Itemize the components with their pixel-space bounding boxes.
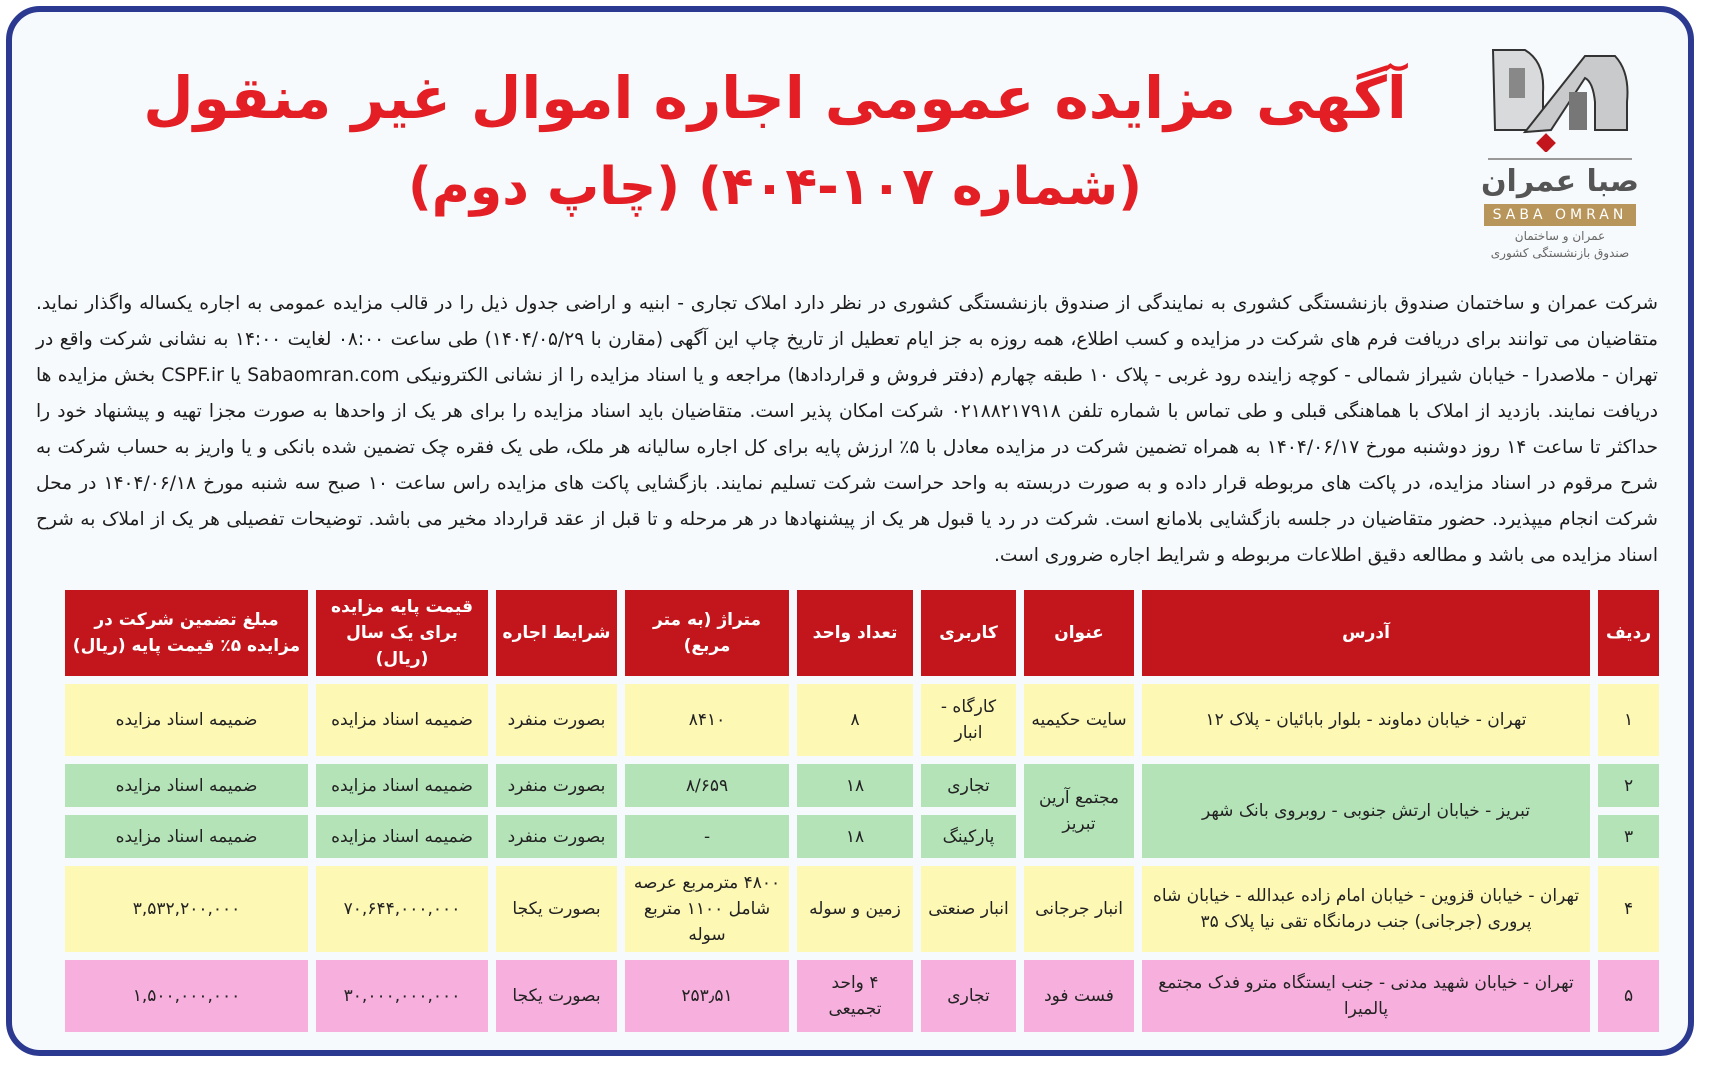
announcement-body: شرکت عمران و ساختمان صندوق بازنشستگی کشوری به نمایندگی از صندوق بازنشستگی کشوری در نظر دارد املاک تجاری - ابنیه و اراضی جدول ذیل را در قالب مزایده عمومی به اجاره یکساله واگذار نماید. متقاضیان می توانند برای دریافت فرم های شرکت در مزایده و کسب اطلاع، همه روزه به جز ایام تعطیل از تاریخ چاپ این آگهی (مقارن با ۱۴۰۴/۰۵/۲۹) طی ساعت ۰۸:۰۰ لغایت ۱۴:۰۰ به نشانی شرکت واقع در تهران - ملاصدرا - خیابان شیراز شمالی - کوچه زاینده رود غربی - پلاک ۱۰ طبقه چهارم (دفتر فروش و قراردادها) مراجعه و یا اسناد مزایده را از نشانی الکترونیکی Sabaomran.com یا CSPF.ir بخش مزایده ها دریافت نمایند. بازدید از املاک با هماهنگی قبلی و طی تماس با شماره تلفن ۰۲۱۸۸۲۱۷۹۱۸ شرکت امکان پذیر است. متقاضیان باید اسناد مزایده را برای هر یک از واحدها به صورت مجزا تهیه و پیشنهاد خود را حداکثر تا ساعت ۱۴ روز دوشنبه مورخ ۱۴۰۴/۰۶/۱۷ به همراه تضمین شرکت در مزایده معادل با ۵٪ ارزش پایه برای کل اجاره سالیانه هر ملک، طی یک فقره چک تضمین شده بانکی و یا واریز به حساب شرکت به شرح مرقوم در اسناد مزایده، در پاکت های مربوطه قرار داده و به صورت دربسته به واحد حراست شرکت تسلیم نمایند. بازگشایی پاکت های مزایده راس ساعت ۱۰ صبح سه شنبه مورخ ۱۴۰۴/۰۶/۱۸ در محل شرکت انجام میپذیرد. حضور متقاضیان در جلسه بازگشایی بلامانع است. شرکت در رد یا قبول هر یک از پیشنهادها در هر مرحله و تا قبل از عقد قرارداد مخیر می باشد. توضیحات تفصیلی هر یک از املاک به شرح اسناد مزایده می باشد و مطالعه دقیق اطلاعات مربوطه و شرایط اجاره ضروری است. — [36, 293, 1659, 566]
row-2-terms: بصورت منفرد — [496, 764, 617, 807]
row-4-area: ۴۸۰۰ مترمربع عرصه شامل ۱۱۰۰ متربع سوله — [625, 866, 789, 952]
row-1-deposit: ضمیمه اسناد مزایده — [65, 684, 308, 756]
row-2-area: ۸/۶۵۹ — [625, 764, 789, 807]
row-1-units: ۸ — [797, 684, 913, 756]
auction-table — [43, 590, 1659, 1032]
header-area: متراژ (به متر مربع) — [625, 590, 789, 676]
row-2-base-price: ضمیمه اسناد مزایده — [316, 764, 488, 807]
row-3-base-price: ضمیمه اسناد مزایده — [316, 815, 488, 858]
logo-line-1: عمران و ساختمان — [1514, 229, 1606, 243]
row-4-usage: انبار صنعتی — [921, 866, 1016, 952]
row-1-area: ۸۴۱۰ — [625, 684, 789, 756]
row-3-area: - — [625, 815, 789, 858]
header-title: عنوان — [1024, 590, 1134, 676]
page-title: آگهی مزایده عمومی اجاره اموال غیر منقول — [143, 64, 1407, 132]
row-2-usage: تجاری — [921, 764, 1016, 807]
row-3-usage: پارکینگ — [921, 815, 1016, 858]
row-1-radif: ۱ — [1598, 684, 1659, 756]
row-5-title: فست فود — [1024, 960, 1134, 1032]
row-3-radif: ۳ — [1598, 815, 1659, 858]
header-units: تعداد واحد — [797, 590, 913, 676]
row-4-radif: ۴ — [1598, 866, 1659, 952]
row-5-area: ۲۵۳٫۵۱ — [625, 960, 789, 1032]
header-radif: ردیف — [1598, 590, 1659, 676]
row-1-base-price: ضمیمه اسناد مزایده — [316, 684, 488, 756]
row-5-address: تهران - خیابان شهید مدنی - جنب ایستگاه مترو فدک مجتمع پالمیرا — [1142, 960, 1590, 1032]
row-3-deposit: ضمیمه اسناد مزایده — [65, 815, 308, 858]
row-2-title: مجتمع آرین تبریز — [1024, 764, 1134, 858]
row-4-units: زمین و سوله — [797, 866, 913, 952]
row-4-base-price: ۷۰,۶۴۴,۰۰۰,۰۰۰ — [316, 866, 488, 952]
row-2-radif: ۲ — [1598, 764, 1659, 807]
header-base-price: قیمت پایه مزایده برای یک سال (ریال) — [316, 590, 488, 676]
logo-name-fa: صبا عمران — [1480, 164, 1640, 199]
row-1-address: تهران - خیابان دماوند - بلوار بابائیان - پلاک ۱۲ — [1142, 684, 1590, 756]
row-2-deposit: ضمیمه اسناد مزایده — [65, 764, 308, 807]
row-4-deposit: ۳,۵۳۲,۲۰۰,۰۰۰ — [65, 866, 308, 952]
ad-header — [24, 26, 1676, 276]
logo-mark-icon — [1485, 42, 1635, 152]
header-terms: شرایط اجاره — [496, 590, 617, 676]
row-4-terms: بصورت یکجا — [496, 866, 617, 952]
page-subtitle: (شماره ۱۰۷-۴۰۴) (چاپ دوم) — [408, 157, 1142, 217]
header-usage: کاربری — [921, 590, 1016, 676]
row-1-title: سایت حکیمیه — [1024, 684, 1134, 756]
header-deposit: مبلغ تضمین شرکت در مزایده ۵٪ قیمت پایه (ریال) — [65, 590, 308, 676]
logo-name-en: SABA OMRAN — [1484, 204, 1636, 226]
row-5-usage: تجاری — [921, 960, 1016, 1032]
row-5-base-price: ۳۰,۰۰۰,۰۰۰,۰۰۰ — [316, 960, 488, 1032]
row-5-deposit: ۱,۵۰۰,۰۰۰,۰۰۰ — [65, 960, 308, 1032]
logo-line-2: صندوق بازنشستگی کشوری — [1490, 246, 1630, 260]
ad-frame — [6, 6, 1694, 1056]
row-4-title: انبار جرجانی — [1024, 866, 1134, 952]
row-2-address: تبریز - خیابان ارتش جنوبی - روبروی بانک شهر — [1142, 764, 1590, 858]
row-3-units: ۱۸ — [797, 815, 913, 858]
saba-omran-logo — [1480, 42, 1640, 262]
row-5-units: ۴ واحد تجمیعی — [797, 960, 913, 1032]
row-4-address: تهران - خیابان قزوین - خیابان امام زاده عبدالله - خیابان شاه پروری (جرجانی) جنب درمانگاه تقی نیا پلاک ۳۵ — [1142, 866, 1590, 952]
row-3-terms: بصورت منفرد — [496, 815, 617, 858]
row-1-usage: کارگاه - انبار — [921, 684, 1016, 756]
row-1-terms: بصورت منفرد — [496, 684, 617, 756]
row-5-terms: بصورت یکجا — [496, 960, 617, 1032]
row-2-units: ۱۸ — [797, 764, 913, 807]
title-block — [84, 26, 1466, 226]
header-address: آدرس — [1142, 590, 1590, 676]
row-5-radif: ۵ — [1598, 960, 1659, 1032]
